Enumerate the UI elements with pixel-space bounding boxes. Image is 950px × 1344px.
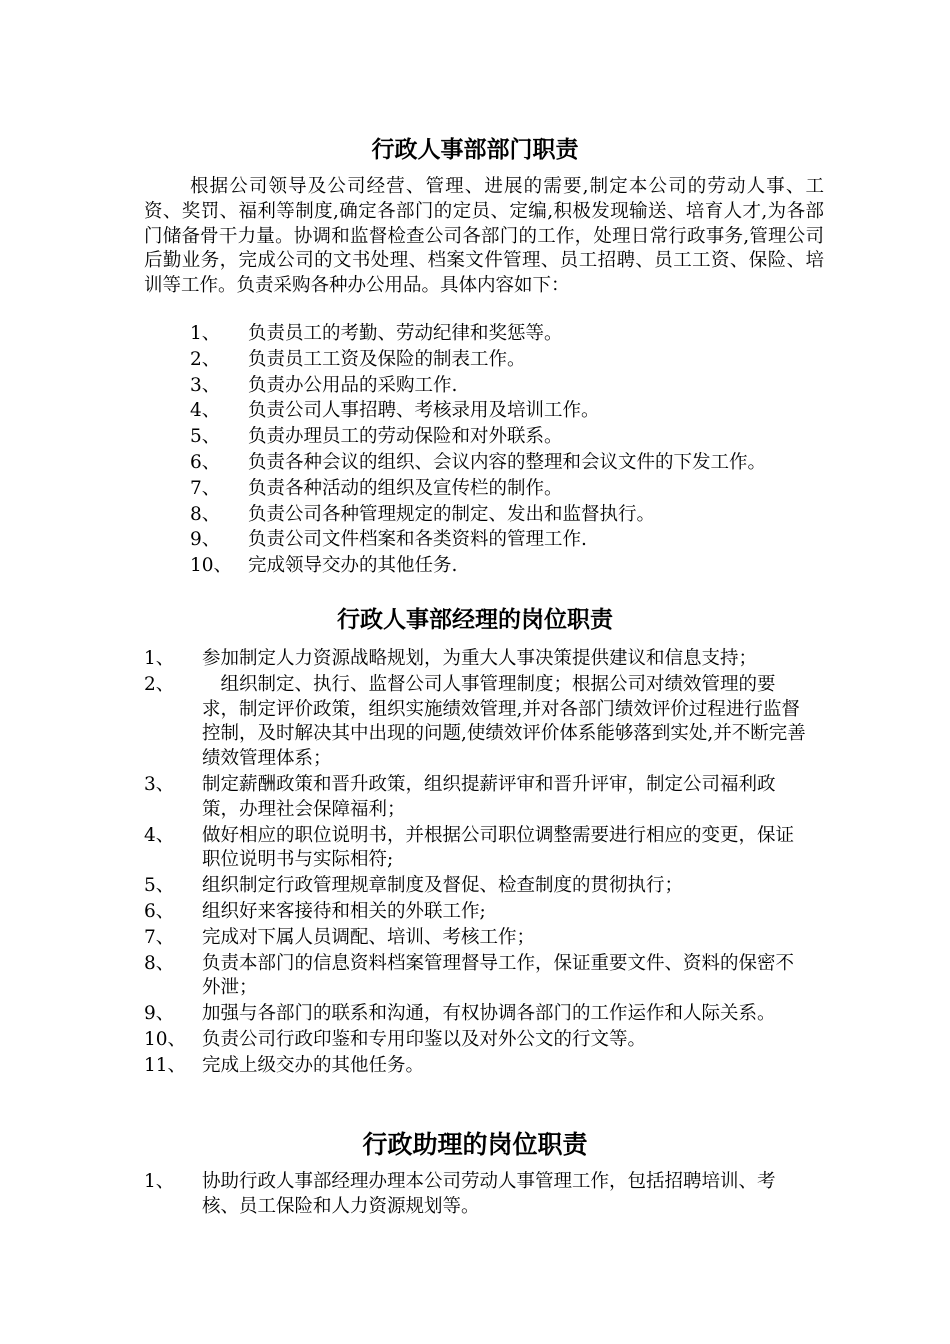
section-title-assistant-duties: 行政助理的岗位职责 [362, 1130, 588, 1159]
item-text: 加强与各部门的联系和沟通，有权协调各部门的工作运作和人际关系。 [202, 1003, 776, 1025]
list-item [144, 1170, 810, 1220]
item-text: 负责公司人事招聘、考核录用及培训工作。 [248, 400, 600, 422]
list-item [144, 1054, 810, 1079]
item-number: 2、 [144, 673, 175, 695]
item-text: 参加制定人力资源战略规划，为重大人事决策提供建议和信息支持； [202, 648, 758, 669]
list-item [144, 647, 810, 672]
list-item [144, 952, 810, 1002]
item-number: 6、 [144, 900, 175, 922]
item-text: 完成上级交办的其他任务。 [202, 1054, 425, 1076]
item-number: 9、 [190, 529, 221, 551]
item-number: 4、 [190, 400, 221, 422]
item-number: 3、 [190, 374, 221, 396]
item-number: 7、 [144, 926, 175, 948]
item-number: 5、 [144, 875, 175, 897]
item-number: 1、 [190, 323, 221, 344]
item-text: 完成领导交办的其他任务. [248, 555, 458, 577]
item-text: 完成对下属人员调配、培训、考核工作； [202, 926, 536, 948]
section-title-manager-duties: 行政人事部经理的岗位职责 [337, 606, 613, 633]
list-item [190, 528, 810, 553]
list-item [190, 554, 810, 579]
list-item [144, 1002, 810, 1027]
item-text: 组织制定行政管理规章制度及督促、检查制度的贯彻执行； [202, 875, 684, 897]
item-text: 协助行政人事部经理办理本公司劳动人事管理工作，包括招聘培训、考核、员工保险和人力资源规划等。 [202, 1171, 776, 1217]
item-text: 负责各种会议的组织、会议内容的整理和会议文件的下发工作。 [248, 451, 767, 473]
item-number: 11、 [144, 1054, 187, 1076]
item-text: 负责本部门的信息资料档案管理督导工作，保证重要文件、资料的保密不外泄； [202, 952, 795, 999]
list-item [190, 322, 810, 347]
list-item [190, 374, 810, 399]
list-item [190, 425, 810, 450]
list-item [144, 824, 810, 874]
item-text: 组织制定、执行、监督公司人事管理制度；根据公司对绩效管理的要求，制定评价政策，组织实施绩效管理,并对各部门绩效评价过程进行监督控制，及时解决其中出现的问题,使绩效评价体系能够落到实处,并不断完善绩效管理体系； [202, 673, 806, 770]
list-item [144, 874, 810, 899]
item-number: 1、 [144, 1171, 175, 1192]
assistant-duties-list [144, 1170, 810, 1221]
item-text: 负责公司行政印鉴和专用印鉴以及对外公文的行文等。 [202, 1028, 647, 1050]
item-text: 组织好来客接待和相关的外联工作; [202, 900, 486, 922]
item-number: 7、 [190, 477, 221, 499]
list-item [190, 399, 810, 424]
item-text: 负责公司各种管理规定的制定、发出和监督执行。 [248, 503, 656, 525]
list-item [144, 926, 810, 951]
item-number: 3、 [144, 773, 175, 795]
item-text: 制定薪酬政策和晋升政策，组织提薪评审和晋升评审，制定公司福利政策，办理社会保障福利； [202, 773, 776, 820]
list-item [190, 451, 810, 476]
list-item [190, 348, 810, 373]
item-text: 负责各种活动的组织及宣传栏的制作。 [248, 477, 563, 499]
item-number: 8、 [144, 952, 175, 974]
list-item [144, 1028, 810, 1053]
list-item [144, 773, 810, 823]
item-number: 10、 [190, 555, 233, 577]
list-item [190, 503, 810, 528]
item-number: 2、 [190, 348, 221, 370]
item-number: 5、 [190, 426, 221, 448]
department-intro-paragraph: 根据公司领导及公司经营、管理、进展的需要,制定本公司的劳动人事、工资、奖罚、福利等制度,确定各部门的定员、定编,积极发现输送、培育人才,为各部门储备骨干力量。协调和监督检查公司各部门的工作，处理日常行政事务,管理公司后勤业务，完成公司的文书处理、档案文件管理、员工招聘、员工工资、保险、培训等工作。负责采购各种办公用品。具体内容如下： [144, 176, 824, 297]
list-item [144, 900, 810, 925]
item-number: 4、 [144, 824, 175, 846]
item-number: 10、 [144, 1028, 187, 1050]
list-item [144, 673, 810, 772]
item-number: 8、 [190, 503, 221, 525]
item-text: 做好相应的职位说明书，并根据公司职位调整需要进行相应的变更，保证职位说明书与实际相符; [202, 824, 795, 871]
item-number: 1、 [144, 648, 175, 669]
section-title-department-duties: 行政人事部部门职责 [371, 136, 579, 163]
item-text: 负责公司文件档案和各类资料的管理工作. [248, 529, 587, 551]
item-text: 负责员工工资及保险的制表工作。 [248, 348, 526, 370]
item-text: 负责办理员工的劳动保险和对外联系。 [248, 426, 563, 448]
department-duties-list [190, 322, 810, 580]
item-number: 6、 [190, 451, 221, 473]
item-number: 9、 [144, 1003, 175, 1025]
item-text: 负责办公用品的采购工作. [248, 374, 458, 396]
item-text: 负责员工的考勤、劳动纪律和奖惩等。 [248, 323, 563, 344]
manager-duties-list [144, 647, 810, 1080]
list-item [190, 477, 810, 502]
